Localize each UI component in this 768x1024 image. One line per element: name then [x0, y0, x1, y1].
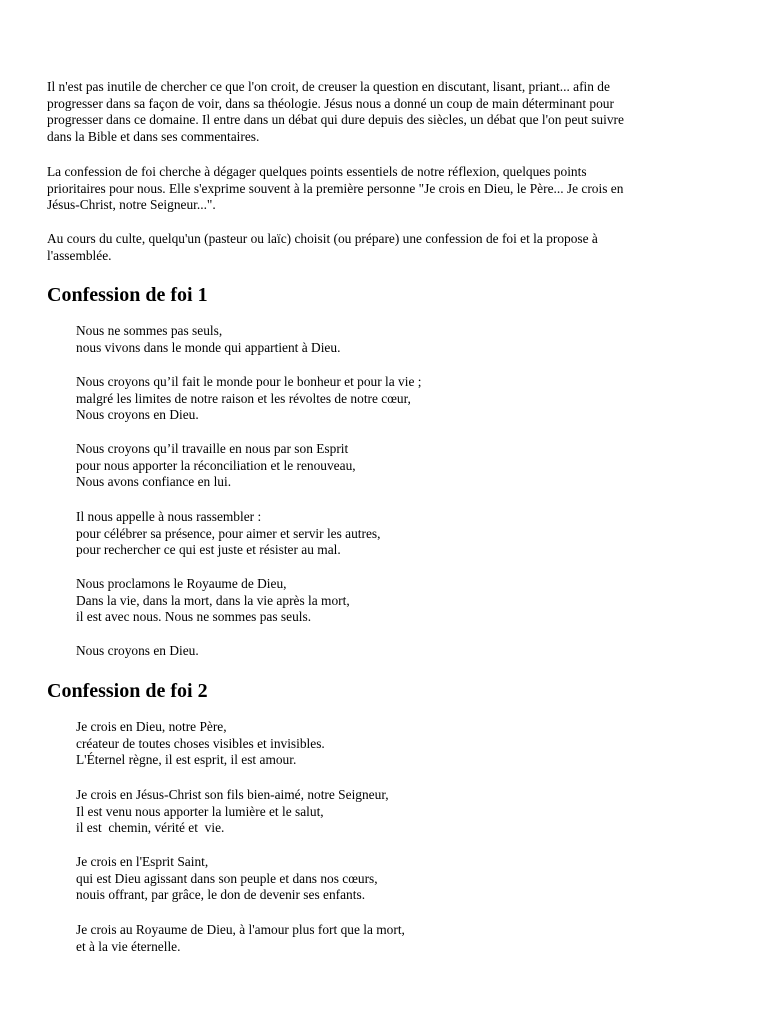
intro-paragraph-2	[47, 164, 727, 214]
verse-line: Je crois en Dieu, notre Père,	[76, 719, 227, 734]
verse-line: il est chemin, vérité et vie.	[76, 820, 225, 836]
verse-line: Il nous appelle à nous rassembler :	[76, 509, 262, 524]
verse-line: il est avec nous. Nous ne sommes pas seuls.	[76, 609, 312, 625]
text-line: dans la Bible et dans ses commentaires.	[47, 129, 260, 145]
stanza	[76, 643, 199, 660]
verse-line: Nous croyons qu’il fait le monde pour le bonheur et pour la vie ;	[76, 374, 422, 389]
verse-line: créateur de toutes choses visibles et invisibles.	[76, 735, 325, 751]
verse-line: Je crois au Royaume de Dieu, à l'amour plus fort que la mort,	[76, 922, 405, 937]
stanza	[76, 719, 325, 769]
text-line: progresser dans sa façon de voir, dans sa théologie. Jésus nous a donné un coup de main déterminant pour	[47, 95, 614, 111]
verse-line: Il est venu nous apporter la lumière et le salut,	[76, 803, 324, 819]
verse-line: pour nous apporter la réconciliation et le renouveau,	[76, 457, 356, 473]
verse-line: Je crois en l'Esprit Saint,	[76, 854, 209, 869]
verse-line: nouis offrant, par grâce, le don de devenir ses enfants.	[76, 887, 366, 903]
stanza	[76, 374, 421, 424]
verse-line: pour rechercher ce qui est juste et résister au mal.	[76, 542, 341, 558]
verse-line: Nous avons confiance en lui.	[76, 474, 232, 490]
stanza	[76, 922, 405, 955]
text-line: Il n'est pas inutile de chercher ce que l'on croit, de creuser la question en discutant, lisant, priant... afin de	[47, 79, 610, 94]
verse-line: Nous ne sommes pas seuls,	[76, 323, 223, 338]
text-line: La confession de foi cherche à dégager quelques points essentiels de notre réflexion, quelques points	[47, 164, 587, 179]
verse-line: Je crois en Jésus-Christ son fils bien-aimé, notre Seigneur,	[76, 787, 389, 802]
stanza	[76, 509, 381, 559]
verse-line: et à la vie éternelle.	[76, 938, 181, 954]
verse-line: Nous croyons en Dieu.	[76, 407, 199, 423]
text-line: l'assemblée.	[47, 247, 112, 263]
intro-paragraph-3	[47, 231, 727, 264]
intro-paragraph-1	[47, 79, 727, 146]
verse-line: Dans la vie, dans la mort, dans la vie après la mort,	[76, 592, 350, 608]
stanza	[76, 441, 356, 491]
verse-line: Nous croyons qu’il travaille en nous par son Esprit	[76, 441, 349, 456]
verse-line: L'Éternel règne, il est esprit, il est amour.	[76, 752, 297, 768]
text-line: Au cours du culte, quelqu'un (pasteur ou laïc) choisit (ou prépare) une confession de foi et la propose à	[47, 231, 598, 246]
verse-line: malgré les limites de notre raison et les révoltes de notre cœur,	[76, 390, 411, 406]
verse-line: qui est Dieu agissant dans son peuple et dans nos cœurs,	[76, 870, 378, 886]
section-heading-confession-2: Confession de foi 2	[47, 680, 208, 702]
verse-line: Nous proclamons le Royaume de Dieu,	[76, 576, 287, 591]
verse-line: pour célébrer sa présence, pour aimer et servir les autres,	[76, 525, 381, 541]
text-line: Jésus-Christ, notre Seigneur...".	[47, 197, 216, 213]
stanza	[76, 787, 389, 837]
stanza	[76, 854, 378, 904]
verse-line: Nous croyons en Dieu.	[76, 643, 199, 658]
text-line: prioritaires pour nous. Elle s'exprime souvent à la première personne "Je crois en Dieu, le Père... Je crois en	[47, 180, 624, 196]
section-heading-confession-1: Confession de foi 1	[47, 284, 208, 306]
stanza	[76, 576, 350, 626]
stanza	[76, 323, 340, 356]
text-line: progresser dans ce domaine. Il entre dans un débat qui dure depuis des siècles, un débat que l'on peut suivre	[47, 112, 624, 128]
verse-line: nous vivons dans le monde qui appartient à Dieu.	[76, 339, 341, 355]
